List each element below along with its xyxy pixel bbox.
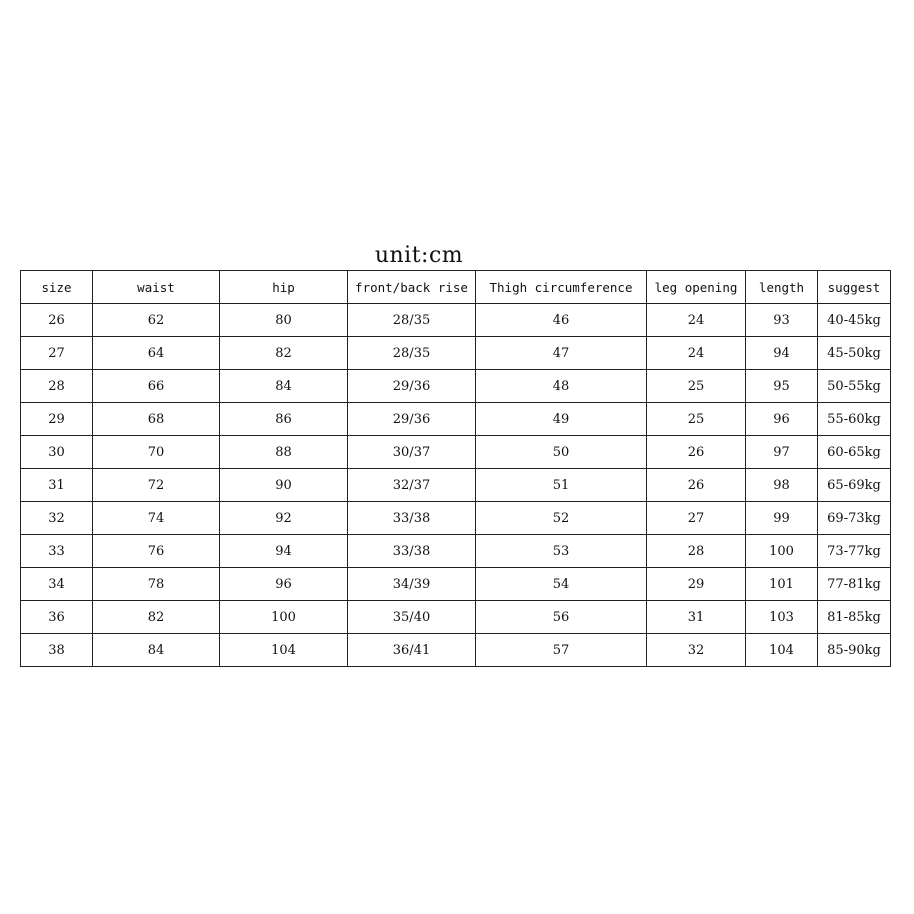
table-cell-leg-opening: 25 [647, 370, 746, 403]
table-row [21, 436, 891, 469]
table-cell-size: 32 [21, 502, 93, 535]
table-row [21, 337, 891, 370]
table-cell-leg-opening: 26 [647, 436, 746, 469]
table-row [21, 304, 891, 337]
table-cell-rise: 28/35 [348, 304, 476, 337]
table-row [21, 634, 891, 667]
table-body [21, 271, 891, 667]
table-cell-waist: 74 [93, 502, 220, 535]
table-cell-length: 100 [746, 535, 818, 568]
table-cell-size: 26 [21, 304, 93, 337]
table-cell-leg-opening: 27 [647, 502, 746, 535]
table-cell-leg-opening: 31 [647, 601, 746, 634]
table-cell-size: 28 [21, 370, 93, 403]
table-cell-size: 36 [21, 601, 93, 634]
column-header-suggest: suggest [818, 271, 891, 304]
table-cell-size: 30 [21, 436, 93, 469]
table-cell-hip: 84 [220, 370, 348, 403]
table-cell-rise: 30/37 [348, 436, 476, 469]
table-cell-size: 33 [21, 535, 93, 568]
table-cell-thigh: 50 [476, 436, 647, 469]
table-cell-hip: 104 [220, 634, 348, 667]
table-cell-hip: 100 [220, 601, 348, 634]
table-cell-hip: 90 [220, 469, 348, 502]
table-cell-hip: 88 [220, 436, 348, 469]
table-cell-thigh: 47 [476, 337, 647, 370]
table-cell-rise: 29/36 [348, 370, 476, 403]
table-cell-rise: 28/35 [348, 337, 476, 370]
table-cell-hip: 94 [220, 535, 348, 568]
table-cell-hip: 96 [220, 568, 348, 601]
table-cell-waist: 76 [93, 535, 220, 568]
table-cell-length: 94 [746, 337, 818, 370]
table-cell-leg-opening: 24 [647, 337, 746, 370]
table-row [21, 502, 891, 535]
column-header-length: length [746, 271, 818, 304]
table-cell-thigh: 56 [476, 601, 647, 634]
table-cell-length: 104 [746, 634, 818, 667]
table-cell-suggest: 81-85kg [818, 601, 891, 634]
table-cell-suggest: 73-77kg [818, 535, 891, 568]
table-cell-suggest: 65-69kg [818, 469, 891, 502]
table-cell-waist: 78 [93, 568, 220, 601]
table-cell-waist: 72 [93, 469, 220, 502]
table-cell-length: 96 [746, 403, 818, 436]
column-header-size: size [21, 271, 93, 304]
size-chart-table [20, 270, 891, 667]
table-cell-size: 34 [21, 568, 93, 601]
table-cell-thigh: 48 [476, 370, 647, 403]
table-header-row [21, 271, 891, 304]
column-header-rise: front/back rise [348, 271, 476, 304]
table-row [21, 469, 891, 502]
page-title: unit:cm [374, 243, 464, 268]
table-cell-length: 93 [746, 304, 818, 337]
table-cell-waist: 62 [93, 304, 220, 337]
table-cell-rise: 33/38 [348, 535, 476, 568]
table-cell-length: 98 [746, 469, 818, 502]
table-cell-suggest: 40-45kg [818, 304, 891, 337]
table-cell-waist: 68 [93, 403, 220, 436]
table-cell-thigh: 54 [476, 568, 647, 601]
table-cell-hip: 86 [220, 403, 348, 436]
table-cell-hip: 92 [220, 502, 348, 535]
table-cell-thigh: 46 [476, 304, 647, 337]
table-cell-rise: 35/40 [348, 601, 476, 634]
table-cell-waist: 64 [93, 337, 220, 370]
table-cell-size: 38 [21, 634, 93, 667]
table-cell-leg-opening: 32 [647, 634, 746, 667]
table-cell-hip: 80 [220, 304, 348, 337]
table-row [21, 535, 891, 568]
table-cell-length: 95 [746, 370, 818, 403]
table-cell-waist: 70 [93, 436, 220, 469]
table-cell-thigh: 57 [476, 634, 647, 667]
table-cell-size: 29 [21, 403, 93, 436]
table-cell-waist: 66 [93, 370, 220, 403]
table-cell-leg-opening: 25 [647, 403, 746, 436]
table-cell-suggest: 77-81kg [818, 568, 891, 601]
table-cell-suggest: 85-90kg [818, 634, 891, 667]
table-cell-hip: 82 [220, 337, 348, 370]
table-cell-suggest: 50-55kg [818, 370, 891, 403]
table-cell-rise: 29/36 [348, 403, 476, 436]
table-cell-leg-opening: 26 [647, 469, 746, 502]
table-cell-length: 99 [746, 502, 818, 535]
table-cell-length: 101 [746, 568, 818, 601]
table-cell-length: 103 [746, 601, 818, 634]
column-header-waist: waist [93, 271, 220, 304]
table-cell-rise: 36/41 [348, 634, 476, 667]
table-cell-leg-opening: 28 [647, 535, 746, 568]
table-cell-rise: 34/39 [348, 568, 476, 601]
table-cell-thigh: 49 [476, 403, 647, 436]
table-cell-waist: 82 [93, 601, 220, 634]
table-cell-thigh: 52 [476, 502, 647, 535]
column-header-thigh: Thigh circumference [476, 271, 647, 304]
table-cell-waist: 84 [93, 634, 220, 667]
table-cell-suggest: 60-65kg [818, 436, 891, 469]
table-row [21, 601, 891, 634]
table-row [21, 568, 891, 601]
table-cell-rise: 33/38 [348, 502, 476, 535]
table-row [21, 403, 891, 436]
table-cell-size: 31 [21, 469, 93, 502]
table-cell-suggest: 55-60kg [818, 403, 891, 436]
table-cell-leg-opening: 24 [647, 304, 746, 337]
table-cell-rise: 32/37 [348, 469, 476, 502]
table-cell-thigh: 53 [476, 535, 647, 568]
table-cell-leg-opening: 29 [647, 568, 746, 601]
table-cell-size: 27 [21, 337, 93, 370]
table-row [21, 370, 891, 403]
column-header-leg-opening: leg opening [647, 271, 746, 304]
table-cell-length: 97 [746, 436, 818, 469]
table-cell-suggest: 45-50kg [818, 337, 891, 370]
table-cell-thigh: 51 [476, 469, 647, 502]
table-cell-suggest: 69-73kg [818, 502, 891, 535]
column-header-hip: hip [220, 271, 348, 304]
